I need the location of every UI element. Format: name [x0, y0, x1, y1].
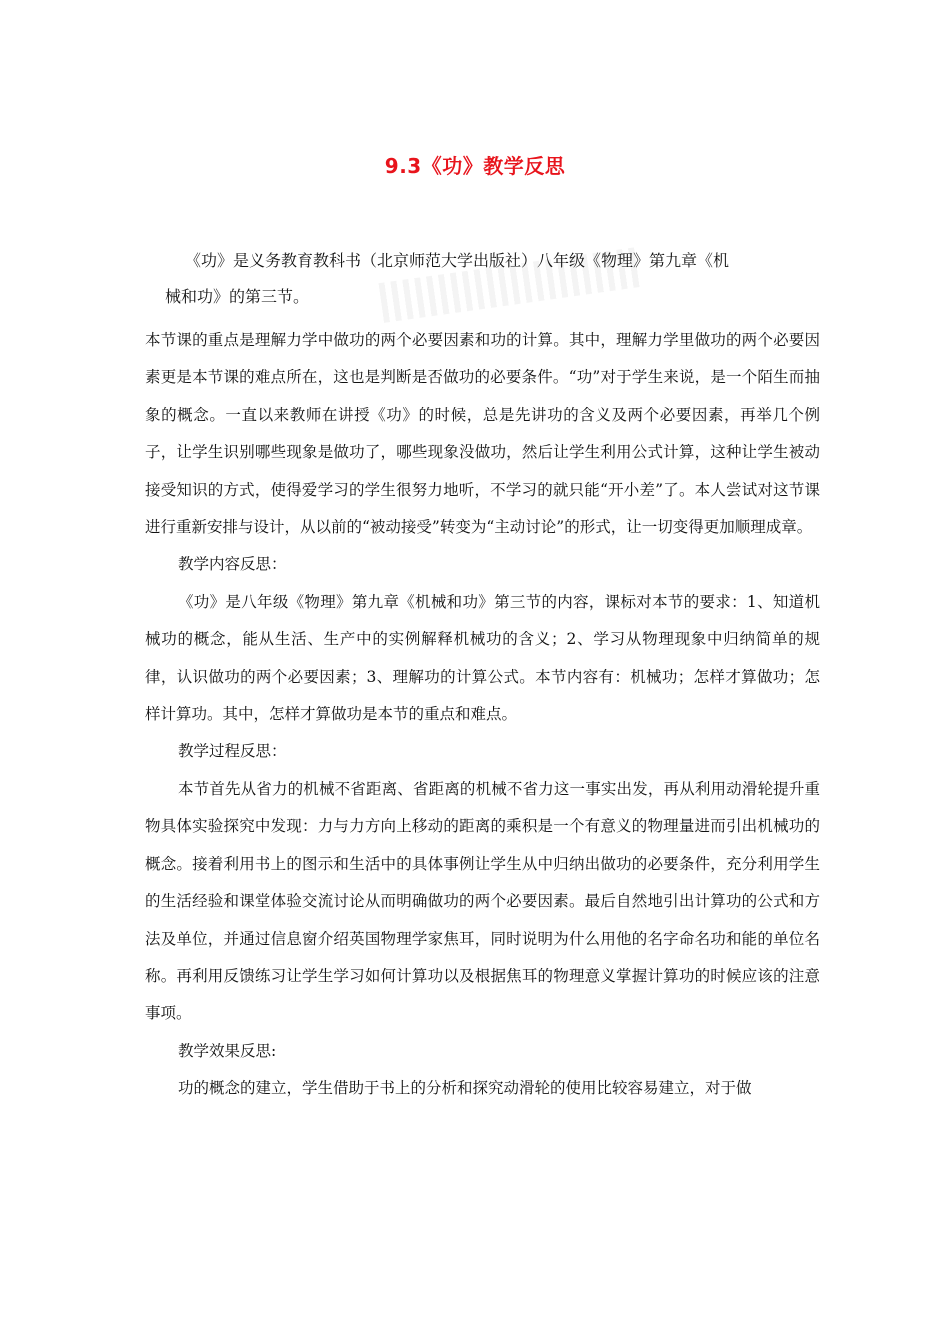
intro-line-2: 械和功》的第三节。	[165, 287, 310, 306]
document-body	[145, 322, 820, 1108]
intro-line-1: 《功》是义务教育教科书（北京师范大学出版社）八年级《物理》第九章《机	[185, 251, 730, 270]
paragraph-content: 《功》是八年级《物理》第九章《机械和功》第三节的内容，课标对本节的要求：1、知道机械功的概念，能从生活、生产中的实例解释机械功的含义；2、学习从物理现象中归纳简单的规律，认识做功的两个必要因素；3、理解功的计算公式。本节内容有：机械功；怎样才算做功；怎样计算功。其中，怎样才算做功是本节的重点和难点。	[145, 592, 820, 724]
paragraph-effect: 功的概念的建立，学生借助于书上的分析和探究动滑轮的使用比较容易建立，对于做	[178, 1079, 752, 1098]
heading-content-reflection: 教学内容反思：	[178, 555, 287, 574]
heading-effect-reflection: 教学效果反思:	[178, 1041, 277, 1060]
paragraph-overview: 本节课的重点是理解力学中做功的两个必要因素和功的计算。其中，理解力学里做功的两个必要因素更是本节课的难点所在，这也是判断是否做功的必要条件。“功”对于学生来说，是一个陌生而抽象的概念。一直以来教师在讲授《功》的时候，总是先讲功的含义及两个必要因素，再举几个例子，让学生识别哪些现象是做功了，哪些现象没做功，然后让学生利用公式计算，这种让学生被动接受知识的方式，使得爱学习的学生很努力地听，不学习的就只能“开小差”了。本人尝试对这节课进行重新安排与设计，从以前的“被动接受”转变为“主动讨论”的形式，让一切变得更加顺理成章。	[145, 331, 820, 537]
document-title: 9.3《功》教学反思	[384, 154, 566, 178]
heading-process-reflection: 教学过程反思：	[178, 742, 287, 761]
paragraph-process: 本节首先从省力的机械不省距离、省距离的机械不省力这一事实出发，再从利用动滑轮提升重物具体实验探究中发现：力与力方向上移动的距离的乘积是一个有意义的物理量进而引出机械功的概念。接着利用书上的图示和生活中的具体事例让学生从中归纳出做功的必要条件，充分利用学生的生活经验和课堂体验交流讨论从而明确做功的两个必要因素。最后自然地引出计算功的公式和方法及单位，并通过信息窗介绍英国物理学家焦耳，同时说明为什么用他的名字命名功和能的单位名称。再利用反馈练习让学生学习如何计算功以及根据焦耳的物理意义掌握计算功的时候应该的注意事项。	[145, 779, 820, 1023]
intro-paragraph	[165, 243, 795, 315]
